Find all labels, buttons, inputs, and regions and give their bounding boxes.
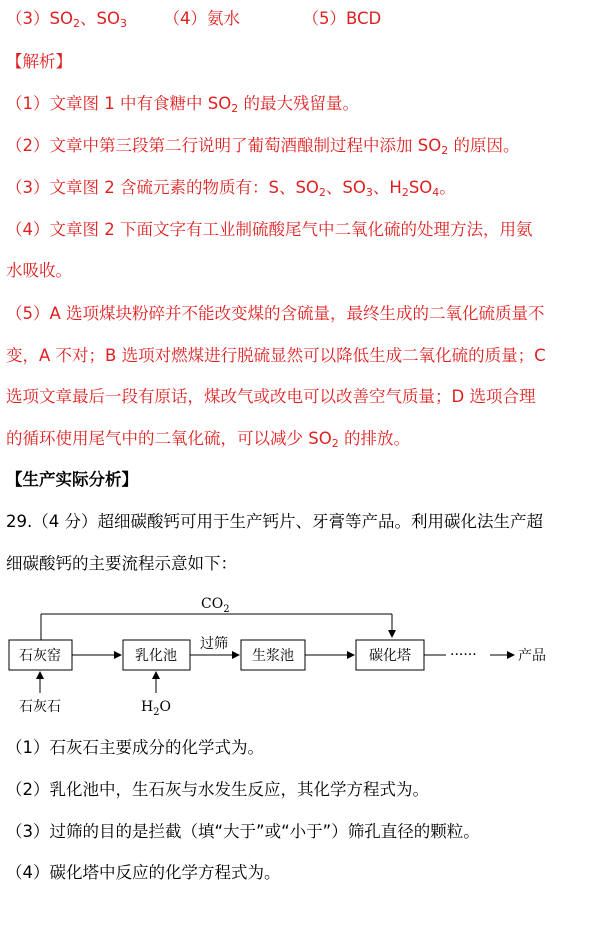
- analysis-line-4a: （4）文章图 2 下面文字有工业制硫酸尾气中二氧化硫的处理方法，用氨: [6, 220, 533, 239]
- analysis-5d-sub: 2: [331, 437, 339, 450]
- sub-question-1: （1）石灰石主要成分的化学式为。: [6, 738, 264, 757]
- answer-3-num: （3）: [6, 9, 50, 28]
- dots: ······: [450, 647, 477, 663]
- answer-3-sep: 、: [79, 9, 97, 28]
- analysis-line-2: [6, 135, 519, 157]
- analysis-3-pre: （3）文章图 2 含硫元素的物质有：S、SO: [6, 178, 319, 197]
- answer-3-so2: SO: [49, 9, 73, 28]
- section-title: 【生产实际分析】: [6, 470, 138, 489]
- answer-4-num: （4）: [163, 9, 207, 28]
- analysis-2-post: 的原因。: [448, 136, 520, 155]
- analysis-2-pre: （2）文章中第三段第二行说明了葡萄酒酿制过程中添加 SO: [6, 136, 442, 155]
- analysis-3-sub-2: 3: [365, 186, 373, 199]
- answer-3-so2-sub: 2: [72, 17, 80, 30]
- analysis-3-post: 。: [439, 178, 456, 197]
- answer-5-num: （5）: [302, 9, 346, 28]
- answer-5-text: BCD: [345, 9, 382, 28]
- co2-label: $CO_2$: [201, 596, 230, 615]
- analysis-3-mid-3: SO: [408, 178, 433, 197]
- analysis-3-sub-4: 4: [432, 186, 440, 199]
- analysis-3-sub-1: 2: [318, 186, 326, 199]
- analysis-line-1: [6, 93, 359, 115]
- box-carbonation-tower: [356, 640, 424, 670]
- box-lime-kiln-label: 石灰窑: [19, 648, 61, 664]
- limestone-label: 石灰石: [19, 699, 61, 715]
- box-slurry-tank-label: 生浆池: [252, 648, 294, 664]
- answer-4-text: 氨水: [206, 9, 240, 28]
- analysis-line-5a: （5）A 选项煤块粉碎并不能改变煤的含硫量，最终生成的二氧化硫质量不: [6, 304, 545, 323]
- analysis-1-sub: 2: [231, 102, 239, 115]
- sub-question-3: （3）过筛的目的是拦截（填“大于”或“小于”）筛孔直径的颗粒。: [6, 822, 480, 841]
- box-carbonation-tower-label: 碳化塔: [369, 648, 411, 664]
- flow-diagram: [0, 585, 605, 725]
- question-line-2: 细碳酸钙的主要流程示意如下：: [6, 554, 237, 573]
- analysis-5d-pre: 的循环使用尾气中的二氧化硫，可以减少 SO: [6, 429, 332, 448]
- analysis-1-pre: （1）文章图 1 中有食糖中 SO: [6, 94, 232, 113]
- analysis-header: 【解析】: [6, 52, 72, 71]
- analysis-line-5d: [6, 428, 410, 450]
- analysis-3-mid-1: 、SO: [325, 178, 366, 197]
- analysis-2-sub: 2: [441, 144, 449, 157]
- analysis-3-sub-3: 2: [401, 186, 409, 199]
- analysis-line-3: [6, 177, 456, 199]
- analysis-5d-post: 的排放。: [338, 429, 410, 448]
- analysis-line-5b: 变，A 不对；B 选项对燃煤进行脱硫显然可以降低生成二氧化硫的质量；C: [6, 346, 546, 365]
- water-label: $H_2O$: [140, 699, 172, 718]
- answer-3-so3: SO: [96, 9, 120, 28]
- product-label: 产品: [518, 648, 546, 664]
- analysis-line-4b: 水吸收。: [6, 261, 72, 280]
- box-lime-kiln: [9, 640, 72, 670]
- sub-question-2: （2）乳化池中，生石灰与水发生反应，其化学方程式为。: [6, 780, 429, 799]
- filter-label: 过筛: [200, 636, 228, 652]
- analysis-3-mid-2: 、H: [372, 178, 402, 197]
- sub-question-4: （4）碳化塔中反应的化学方程式为。: [6, 863, 281, 882]
- box-emulsify-tank-label: 乳化池: [135, 648, 177, 664]
- answer-3-so3-sub: 3: [119, 17, 127, 30]
- analysis-line-5c: 选项文章最后一段有原话，煤改气或改电可以改善空气质量；D 选项合理: [6, 387, 536, 406]
- question-line-1: 29.（4 分）超细碳酸钙可用于生产钙片、牙膏等产品。利用碳化法生产超: [6, 512, 543, 531]
- box-slurry-tank: [241, 640, 305, 670]
- answer-line: [6, 8, 381, 30]
- box-emulsify-tank: [123, 640, 190, 670]
- analysis-1-post: 的最大残留量。: [238, 94, 359, 113]
